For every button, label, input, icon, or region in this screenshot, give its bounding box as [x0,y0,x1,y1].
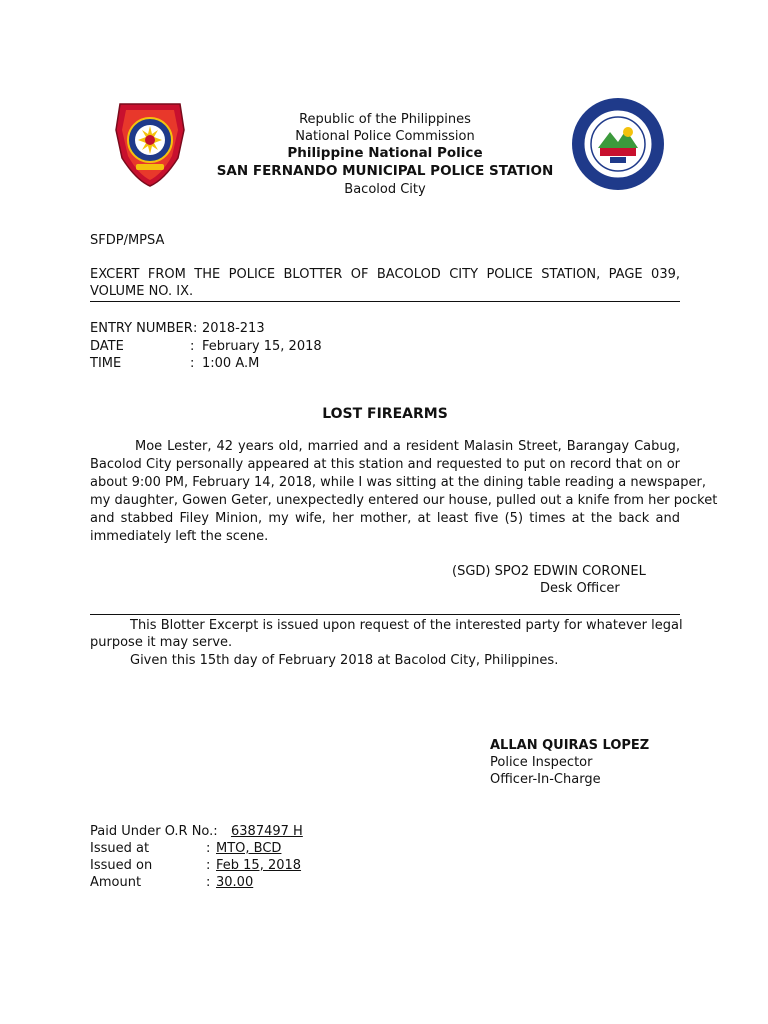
issued-on-colon: : [206,858,211,873]
document-title: LOST FIREARMS [322,406,448,422]
narrative-line: and stabbed Filey Minion, my wife, her mother, at least five (5) times at the back and [90,511,680,526]
issued-at-value: MTO, BCD [216,841,282,856]
officer-name: ALLAN QUIRAS LOPEZ [490,738,650,753]
narrative [90,438,718,546]
narrative-line: Bacolod City personally appeared at this station and requested to put on record that on or [90,457,680,472]
entry-time-label: TIME [90,356,122,371]
or-number-label: Paid Under O.R No.: [90,824,218,839]
given-line: Given this 15th day of February 2018 at Bacolod City, Philippines. [130,653,559,668]
amount-label: Amount [90,875,142,890]
reference-code: SFDP/MPSA [90,233,165,248]
heading-divider [90,301,680,302]
officer-rank: Police Inspector [490,755,593,770]
entry-number-colon: : [193,321,198,336]
issuance-text [90,617,683,651]
excerpt-heading-cont: VOLUME NO. IX. [90,284,194,299]
issuance-divider [90,614,680,615]
desk-officer-title: Desk Officer [540,581,620,596]
amount-value: 30.00 [216,875,254,890]
entry-time-value: 1:00 A.M [202,356,260,371]
issued-at-colon: : [206,841,211,856]
or-number-value: 6387497 H [231,824,303,839]
issued-on-value: Feb 15, 2018 [216,858,302,873]
entry-time-colon: : [190,356,195,371]
pnp-seal-icon [112,100,188,188]
issued-at-label: Issued at [90,841,150,856]
issuance-line: This Blotter Excerpt is issued upon request of the interested party for whatever legal [130,618,683,633]
entry-date-label: DATE [90,339,124,354]
desk-officer-name: (SGD) SPO2 EDWIN CORONEL [452,564,646,579]
issuance-line: purpose it may serve. [90,635,233,650]
entry-number-label: ENTRY NUMBER [90,321,193,336]
issued-on-label: Issued on [90,858,153,873]
narrative-line: Moe Lester, 42 years old, married and a resident Malasin Street, Barangay Cabug, [135,439,680,454]
entry-date-value: February 15, 2018 [202,339,322,354]
entry-number-value: 2018-213 [202,321,265,336]
amount-colon: : [206,875,211,890]
narrative-line: my daughter, Gowen Geter, unexpectedly entered our house, pulled out a knife from her pocket [90,493,718,508]
header-station: SAN FERNANDO MUNICIPAL POLICE STATION [216,163,554,179]
entry-date-colon: : [190,339,195,354]
header-city: Bacolod City [344,182,426,197]
header-commission: National Police Commission [295,129,475,144]
officer-position: Officer-In-Charge [490,772,601,787]
header-pnp: Philippine National Police [287,145,483,161]
narrative-line: about 9:00 PM, February 14, 2018, while I was sitting at the dining table reading a newspaper, [90,475,706,490]
narrative-line: immediately left the scene. [90,529,269,544]
station-seal-icon [570,96,666,192]
excerpt-heading: EXCERT FROM THE POLICE BLOTTER OF BACOLOD CITY POLICE STATION, PAGE 039, [90,267,680,282]
header-republic: Republic of the Philippines [299,112,471,127]
